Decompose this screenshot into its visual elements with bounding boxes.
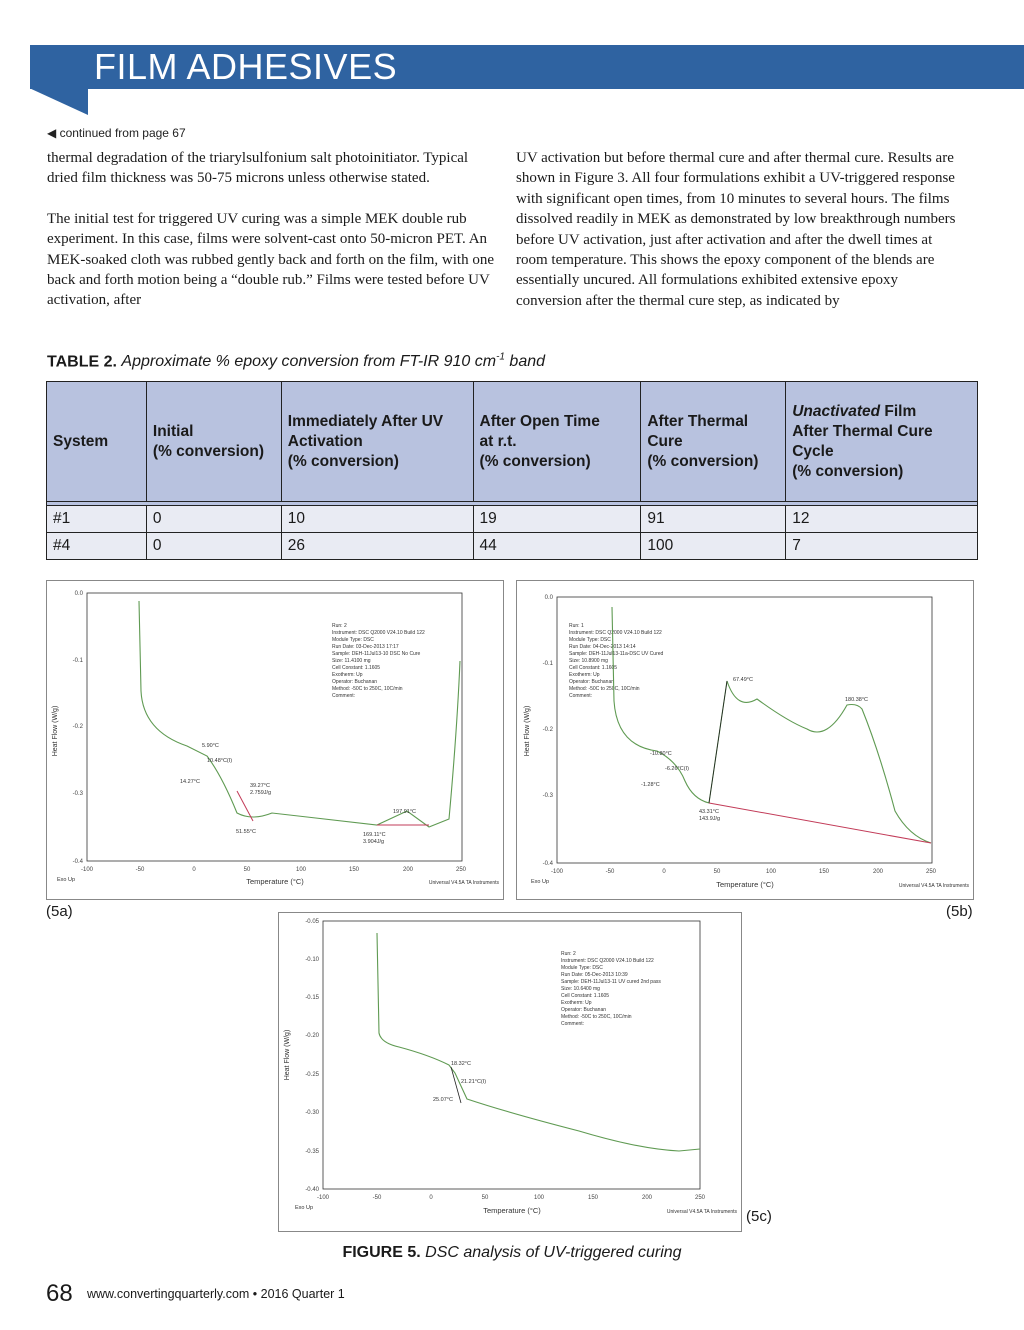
run-info-line: Module Type: DSC bbox=[332, 637, 374, 643]
x-tick-labels bbox=[551, 869, 937, 875]
x-tick-labels bbox=[81, 867, 467, 873]
y-tick-label: -0.15 bbox=[305, 995, 319, 1001]
y-axis-label: Heat Flow (W/g) bbox=[284, 1029, 291, 1081]
y-tick-labels bbox=[305, 919, 319, 1193]
plot-frame bbox=[557, 597, 932, 863]
table-cell: 19 bbox=[473, 506, 641, 533]
run-info-line: Instrument: DSC Q2000 V24.10 Build 122 bbox=[332, 630, 425, 636]
annotation: 67.49°C bbox=[733, 677, 753, 683]
tangent-line bbox=[709, 681, 727, 803]
continued-from-note: ◀ continued from page 67 bbox=[47, 126, 186, 140]
table-cell: 10 bbox=[281, 506, 473, 533]
y-tick-label: -0.3 bbox=[542, 793, 553, 799]
figure-5b-svg bbox=[517, 581, 973, 899]
x-tick-label: -50 bbox=[372, 1195, 382, 1201]
run-info-line: Method: -50C to 250C, 10C/min bbox=[561, 1014, 632, 1020]
run-info bbox=[332, 623, 425, 699]
header-after-open-time: After Open Time at r.t. (% conversion) bbox=[473, 382, 641, 502]
header-after-thermal-cure: After Thermal Cure (% conversion) bbox=[641, 382, 786, 502]
figure-caption-label: FIGURE 5. bbox=[342, 1244, 421, 1261]
run-info-line: Size: 10.8900 mg bbox=[569, 658, 608, 664]
exo-up-note: Exo Up bbox=[531, 879, 550, 885]
x-tick-label: 150 bbox=[818, 869, 830, 875]
run-info-line: Comment: bbox=[569, 693, 593, 699]
y-tick-label: 0.0 bbox=[544, 595, 553, 601]
run-info bbox=[561, 951, 661, 1027]
figure-caption bbox=[0, 1244, 1024, 1262]
run-info-line: Operator: Buchanan bbox=[332, 679, 378, 685]
body-right-column bbox=[516, 148, 966, 331]
x-tick-label: 200 bbox=[872, 869, 884, 875]
page-number: 68 bbox=[46, 1280, 73, 1307]
annotation: 10.48°C(I) bbox=[207, 758, 233, 764]
y-tick-labels bbox=[543, 595, 554, 867]
table-header-row bbox=[47, 382, 978, 502]
annotation: 21.21°C(I) bbox=[461, 1079, 487, 1085]
header-unactivated-film: Unactivated Film After Thermal Cure Cycle (% conversion) bbox=[786, 382, 978, 502]
run-info-line: Exotherm: Up bbox=[561, 1000, 592, 1006]
x-axis-label: Temperature (°C) bbox=[716, 880, 774, 889]
software-note: Universal V4.5A TA Instruments bbox=[666, 1209, 737, 1215]
x-tick-label: -100 bbox=[80, 867, 94, 873]
annotation: -10.80°C bbox=[650, 751, 672, 757]
x-tick-label: 50 bbox=[713, 869, 721, 875]
x-axis-label: Temperature (°C) bbox=[483, 1206, 541, 1215]
annotation: 14.27°C bbox=[180, 779, 200, 785]
figure-5a-svg bbox=[47, 581, 503, 899]
y-axis-label: Heat Flow (W/g) bbox=[524, 705, 531, 757]
run-info-line: Module Type: DSC bbox=[569, 637, 611, 643]
annotation: 143.9J/g bbox=[699, 816, 721, 822]
table-cell: 0 bbox=[146, 533, 281, 560]
run-info-line: Sample: DEH-11Jul13-10 DSC No Cure bbox=[332, 651, 421, 657]
annotation: 197.91°C bbox=[393, 809, 416, 815]
run-info-line: Comment: bbox=[332, 693, 356, 699]
run-info-line: Run Date: 04-Dec-2013 14:14 bbox=[569, 644, 636, 650]
run-info-line: Operator: Buchanan bbox=[561, 1007, 607, 1013]
run-info-line: Operator: Buchanan bbox=[569, 679, 615, 685]
run-info-line: Cell Constant: 1.1605 bbox=[332, 665, 381, 671]
run-info-line: Size: 10.6400 mg bbox=[561, 986, 600, 992]
run-info-line: Cell Constant: 1.1605 bbox=[569, 665, 618, 671]
x-tick-label: 50 bbox=[481, 1195, 489, 1201]
y-tick-label: -0.2 bbox=[72, 724, 83, 730]
table-caption-label: TABLE 2. bbox=[47, 353, 117, 371]
conversion-table bbox=[46, 381, 978, 560]
x-tick-label: 100 bbox=[533, 1195, 545, 1201]
figure-5c-svg bbox=[279, 913, 741, 1231]
table-cell: #4 bbox=[47, 533, 147, 560]
x-tick-label: -50 bbox=[605, 869, 615, 875]
annotation: 51.55°C bbox=[236, 829, 256, 835]
baseline-segment bbox=[709, 803, 931, 843]
table-cell: 7 bbox=[786, 533, 978, 560]
annotation: 25.07°C bbox=[433, 1097, 453, 1103]
annotation: 180.38°C bbox=[845, 697, 868, 703]
software-note: Universal V4.5A TA Instruments bbox=[428, 880, 499, 886]
figure-caption-text: DSC analysis of UV-triggered curing bbox=[425, 1244, 682, 1261]
run-info-line: Method: -50C to 250C, 10C/min bbox=[569, 686, 640, 692]
annotation: 39.27°C bbox=[250, 783, 270, 789]
run-info-line: Run: 1 bbox=[569, 623, 584, 629]
x-tick-label: 250 bbox=[455, 867, 467, 873]
x-tick-label: 200 bbox=[641, 1195, 653, 1201]
x-tick-label: 250 bbox=[925, 869, 937, 875]
x-tick-label: 250 bbox=[694, 1195, 706, 1201]
dsc-curve bbox=[377, 933, 700, 1151]
table-caption-tail: band bbox=[504, 353, 546, 371]
y-axis-label: Heat Flow (W/g) bbox=[52, 705, 59, 757]
annotation: 2.759J/g bbox=[250, 790, 272, 796]
y-tick-label: -0.1 bbox=[72, 658, 83, 664]
exo-up-note: Exo Up bbox=[57, 877, 76, 883]
run-info-line: Sample: DEH-11Jul13-11a-DSC UV Cured bbox=[569, 651, 664, 657]
y-tick-label: -0.3 bbox=[72, 791, 83, 797]
run-info-line: Sample: DEH-11Jul13-11 UV cured 2nd pass bbox=[561, 979, 661, 985]
run-info-line: Run: 2 bbox=[332, 623, 347, 629]
table-cell: 100 bbox=[641, 533, 786, 560]
annotation: 18.32°C bbox=[451, 1061, 471, 1067]
body-left-column bbox=[47, 148, 497, 331]
table-cell: #1 bbox=[47, 506, 147, 533]
peak-annotations bbox=[641, 677, 868, 822]
x-axis-label: Temperature (°C) bbox=[246, 877, 304, 886]
annotation: 5.90°C bbox=[202, 743, 219, 749]
software-note: Universal V4.5A TA Instruments bbox=[898, 883, 969, 889]
paragraph: thermal degradation of the triarylsulfonium salt photoinitiator. Typical dried film thickness was 50-75 microns unless otherwise stated. bbox=[47, 150, 469, 187]
exo-up-note: Exo Up bbox=[295, 1205, 314, 1211]
y-tick-label: -0.30 bbox=[305, 1110, 319, 1116]
table-cell: 44 bbox=[473, 533, 641, 560]
table-cell: 26 bbox=[281, 533, 473, 560]
table-cell: 12 bbox=[786, 506, 978, 533]
x-tick-label: 100 bbox=[295, 867, 307, 873]
y-tick-label: -0.20 bbox=[305, 1033, 319, 1039]
x-tick-label: 0 bbox=[662, 869, 666, 875]
y-tick-label: -0.05 bbox=[305, 919, 319, 925]
peak-annotations bbox=[180, 743, 416, 845]
paragraph: UV activation but before thermal cure and after thermal cure. Results are shown in Figure 3. All four formulations exhibit a UV-triggered response with significant open times, from 10 minutes to several hours. The films dissolved readily in MEK as demonstrated by low breakthrough numbers before UV activation, just after activation and after the dwell times at room temperature. This shows the epoxy component of the blends are essentially uncured. All formulations exhibited extensive epoxy conversion after the thermal cure step, as indicated by bbox=[516, 150, 956, 309]
x-tick-label: -50 bbox=[135, 867, 145, 873]
figure-5b-dsc-plot bbox=[516, 580, 974, 900]
x-tick-label: 100 bbox=[765, 869, 777, 875]
figure-5c-dsc-plot bbox=[278, 912, 742, 1232]
annotation: -6.26°C(I) bbox=[665, 766, 689, 772]
paragraph: The initial test for triggered UV curing was a simple MEK double rub experiment. In this case, films were solvent-cast onto 50-micron PET. An MEK-soaked cloth was rubbed gently back and forth on the film, with one back and forth motion being a “double rub.” Films were tested before UV activation, after bbox=[47, 210, 494, 309]
figure-5a-dsc-plot bbox=[46, 580, 504, 900]
annotation: -1.28°C bbox=[641, 782, 660, 788]
y-tick-labels bbox=[73, 591, 84, 865]
figure-5a-label: (5a) bbox=[46, 903, 73, 920]
run-info-line: Method: -50C to 250C, 10C/min bbox=[332, 686, 403, 692]
header-immediately-after-uv: Immediately After UV Activation (% conversion) bbox=[281, 382, 473, 502]
run-info-line: Comment: bbox=[561, 1021, 585, 1027]
run-info-line: Run Date: 05-Dec-2013 10:39 bbox=[561, 972, 628, 978]
header-banner-tab bbox=[30, 45, 88, 115]
table-caption-text: Approximate % epoxy conversion from FT-IR 910 cm bbox=[121, 353, 497, 371]
run-info-line: Run Date: 03-Dec-2013 17:17 bbox=[332, 644, 399, 650]
x-tick-label: 50 bbox=[243, 867, 251, 873]
run-info-line: Exotherm: Up bbox=[332, 672, 363, 678]
footer-site: www.convertingquarterly.com • 2016 Quarter 1 bbox=[87, 1287, 345, 1301]
x-tick-label: -100 bbox=[316, 1195, 330, 1201]
table-caption bbox=[47, 352, 545, 371]
run-info bbox=[569, 623, 664, 699]
annotation: 43.31°C bbox=[699, 809, 719, 815]
header-initial: Initial (% conversion) bbox=[146, 382, 281, 502]
run-info-line: Instrument: DSC Q2000 V24.10 Build 122 bbox=[569, 630, 662, 636]
run-info-line: Size: 11.4100 mg bbox=[332, 658, 371, 664]
figure-5c-label: (5c) bbox=[746, 1208, 772, 1225]
run-info-line: Instrument: DSC Q2000 V24.10 Build 122 bbox=[561, 958, 654, 964]
y-tick-label: 0.0 bbox=[74, 591, 83, 597]
run-info-line: Exotherm: Up bbox=[569, 672, 600, 678]
y-tick-label: -0.1 bbox=[542, 661, 553, 667]
y-tick-label: -0.4 bbox=[542, 861, 553, 867]
table-cell: 91 bbox=[641, 506, 786, 533]
y-tick-label: -0.40 bbox=[305, 1187, 319, 1193]
header-system: System bbox=[47, 382, 147, 502]
x-tick-label: 0 bbox=[192, 867, 196, 873]
figure-5b-label: (5b) bbox=[946, 903, 973, 920]
section-title: FILM ADHESIVES bbox=[94, 46, 398, 87]
x-tick-label: 150 bbox=[587, 1195, 599, 1201]
table-row bbox=[47, 506, 978, 533]
y-tick-label: -0.2 bbox=[542, 727, 553, 733]
dsc-curve bbox=[612, 607, 931, 843]
run-info-line: Cell Constant: 1.1605 bbox=[561, 993, 610, 999]
y-tick-label: -0.4 bbox=[72, 859, 83, 865]
table-row bbox=[47, 533, 978, 560]
table-cell: 0 bbox=[146, 506, 281, 533]
x-tick-label: 200 bbox=[402, 867, 414, 873]
x-tick-label: -100 bbox=[550, 869, 564, 875]
x-tick-labels bbox=[317, 1195, 706, 1201]
y-tick-label: -0.10 bbox=[305, 957, 319, 963]
x-tick-label: 0 bbox=[429, 1195, 433, 1201]
annotation: 3.904J/g bbox=[363, 839, 385, 845]
x-tick-label: 150 bbox=[348, 867, 360, 873]
y-tick-label: -0.35 bbox=[305, 1149, 319, 1155]
run-info-line: Run: 2 bbox=[561, 951, 576, 957]
table-caption-sup: -1 bbox=[496, 352, 505, 363]
y-tick-label: -0.25 bbox=[305, 1072, 319, 1078]
annotation: 169.11°C bbox=[363, 832, 386, 838]
run-info-line: Module Type: DSC bbox=[561, 965, 603, 971]
